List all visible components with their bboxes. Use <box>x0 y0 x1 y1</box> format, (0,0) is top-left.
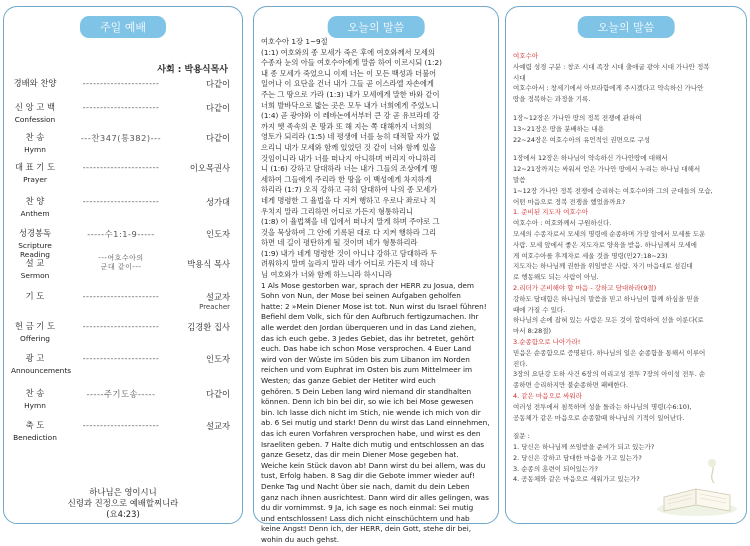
order-item-en: Anthem <box>20 209 50 218</box>
worship-order-panel <box>3 6 243 524</box>
order-row <box>4 193 242 217</box>
order-item-name <box>11 101 59 124</box>
sermon-heading: 1. 준비된 지도자 여호수아 <box>513 208 589 217</box>
scripture-panel <box>253 6 499 544</box>
order-item-person <box>206 132 230 144</box>
sermon-line: 4. 공동체와 같은 마음으로 세워가고 있는가? <box>513 475 640 484</box>
sermon-line: 사람. 모세 앞에서 좋은 지도자로 양육을 받음. 하나님께서 모세에 <box>513 240 697 249</box>
order-row <box>4 350 242 374</box>
order-row <box>4 417 242 441</box>
order-item-person <box>199 291 230 311</box>
order-item-detail: ---찬347(통382)--- <box>80 133 162 143</box>
order-item-en: Hymn <box>24 401 46 410</box>
order-item-ko: 광 고 <box>25 353 45 363</box>
sermon-line: 하나님의 손에 잡혀 있는 사람은 모든 것이 합력하여 선을 이룬다(로 <box>513 316 704 325</box>
sermon-line: 사예렴 성경 구분 : 창조 시대 족장 시대 출애굽 광야 시대 가나안 정복 <box>513 62 710 71</box>
order-item-person-name: 다같이 <box>205 103 230 113</box>
order-item-person <box>190 162 230 174</box>
sermon-line: 말씀 <box>513 175 526 184</box>
order-row <box>4 385 242 409</box>
order-item-person <box>206 102 230 114</box>
order-item-person <box>187 321 230 333</box>
order-item-person <box>206 78 230 90</box>
sermon-heading: 여호수아 <box>513 52 539 60</box>
order-item-detail: -----수1:1-9----- <box>87 229 155 239</box>
scripture-text <box>261 37 494 546</box>
sermon-heading: 3.순종함으로 나아가라! <box>513 337 581 346</box>
scripture-korean: (1:1) 여호와의 종 모세가 죽은 후에 여호와께서 모세의 수종자 눈의 아들 여호수아에게 말씀 하여 이르시되 (1:2) 내 종 모세가 죽었으니 이제 너는 이 모든 백성과 더불어 일어나 이 요단을 건너 내가 그들 곧 이스라엘 자손에게 주는 그 땅으로 가라 (1:3) 내가 모세에게 말한 바와 같이 너희 발바닥으로 밟는 곳은 모두 내가 너희에게 주었노니 (1:4) 곧 광야와 이 레바논에서부터 큰 강 곧 유브라데 강 까지 헷 족속의 온 땅과 또 해 지는 쪽 대해까지 너희의 영토가 되리라 (1:5) 네 평생에 너를 능히 대적할 자가 없 으리니 내가 모세와 함께 있었던 것 같이 너와 함께 있을 것임이니라 내가 너를 떠나지 아니하며 버리지 아니하리 니 (1:6) 강하고 담대하라 너는 내가 그들의 조상에게 맹 세하여 그들에게 주리라 한 땅을 이 백성에게 차지하게 하리라 (1:7) 오직 강하고 극히 담대하여 나의 종 모세가 네게 명령한 그 율법을 다 지켜 행하고 우로나 좌로나 치 우치지 말라 그리하면 어디로 가든지 형통하리니 (1:8) 이 율법책을 네 입에서 떠나지 말게 하며 주야로 그 것을 묵상하여 그 안에 기록된 대로 다 지켜 행하라 그리 하면 네 길이 평탄하게 될 것이며 네가 형통하리라 (1:9) 내가 네게 명령한 것이 아니냐 강하고 담대하라 두 려워하지 말며 놀라지 말라 네가 어디로 가든지 네 하나 님 여호와가 너와 함께 하느니라 하시니라 <box>261 47 442 280</box>
sermon-line: 종하면 승리하지만 불순종하면 패배한다. <box>513 381 629 390</box>
order-item-person-name: 다같이 <box>205 133 230 143</box>
order-item-person-name: 설교자 <box>205 421 230 431</box>
order-item-person-name: 인도자 <box>205 354 230 364</box>
order-item-person <box>206 228 230 240</box>
order-row <box>4 159 242 183</box>
footer-verse-line1: 하나님은 영이시니 <box>89 487 157 497</box>
sermon-line: 여러성 전투에서 침묵하며 성을 돌라는 하나님의 명령(수6:10), <box>513 402 692 411</box>
sermon-line: 공동체가 같은 마음으로 순종할때 하나님의 기적이 일어난다. <box>513 413 685 422</box>
sermon-line: 1장에서 12장은 하나님이 약속하신 가나안땅에 대해서 <box>513 154 668 163</box>
order-row <box>4 99 242 123</box>
order-item-person-name: 인도자 <box>205 229 230 239</box>
order-item-ko: 기 도 <box>25 291 45 301</box>
order-row <box>4 288 242 312</box>
order-item-person <box>206 420 230 432</box>
order-item-detail: ---------------------- <box>82 196 160 206</box>
order-item-ko: 찬 송 <box>25 388 45 398</box>
order-item-en: Announcements <box>11 366 72 375</box>
order-item-detail: ---------------------- <box>82 420 160 430</box>
open-bible-illustration <box>654 453 740 519</box>
order-item-person-name: 이오목권사 <box>189 163 230 173</box>
sermon-line: 로 행동해도 되는 사람이 아님. <box>513 273 599 282</box>
order-item-ko: 찬 양 <box>25 196 45 206</box>
order-item-person <box>206 353 230 365</box>
sermon-spacer <box>513 105 740 113</box>
order-item-person-name: 김경환 집사 <box>187 322 230 332</box>
order-item-ko: 신 앙 고 백 <box>15 102 55 112</box>
order-item-ko: 설 교 <box>25 258 45 268</box>
order-item-name <box>11 387 59 410</box>
order-item-detail: -----주기도송----- <box>86 389 156 399</box>
footer-verse <box>4 487 242 520</box>
order-item-detail: ---------------------- <box>82 162 160 172</box>
order-item-detail: ---------------------- <box>82 78 160 88</box>
order-item-person-name: 다같이 <box>205 389 230 399</box>
order-item-name <box>11 352 72 375</box>
sermon-line: 모세의 수종자로서 모세의 명령에 순종하며 가장 앞에서 모세를 도운 <box>513 229 706 238</box>
sermon-line: 시대 <box>513 73 526 82</box>
order-item-ko: 대 표 기 도 <box>15 162 55 172</box>
sermon-line: 질문 : <box>513 432 530 441</box>
scripture-title: 오늘의 말씀 <box>328 16 425 38</box>
order-item-name <box>11 320 59 343</box>
scripture-german: 1 Als Mose gestorben war, sprach der HERR zu Josua, dem Sohn von Nun, der Mose bei seinen Aufgaben geholfen hatte: 2 »Mein Diener Mose ist tot. Nun wirst du Israel führen! Befiehl dem Volk, sich für den Aufbruch fertigzumachen. Ihr alle werdet den Jordan überqueren und in das Land ziehen, das ich euch gebe. 3 Jedes Gebiet, das ihr betretet, gehört euch. Das habe ich schon Mose versprochen. 4 Euer Land wird von der Wüste im Süden bis zum Libanon im Norden reichen und vom Euphrat im Osten bis zum Mittelmeer im Westen; das ganze Gebiet der Hetiter wird euch gehören. 5 Dein Leben lang wird niemand dir standhalten können. Denn ich bin bei dir, so wie ich bei Mose gewesen bin. Ich lasse dich nicht im Stich, nie wende ich mich von dir ab. 6 Sei mutig und stark! Denn du wirst das Land einnehmen, das ich euren Vorfahren versprochen habe, und wirst es den Israeliten geben. 7 Halte dich mutig und entschlossen an das ganze Gesetz, das dir mein Diener Mose gegeben hat. Weiche kein Stück davon ab! Dann wirst du bei allem, was du tust, Erfolg haben. 8 Sag dir die Gebote immer wieder auf! Denke Tag und Nacht über sie nach, damit du dein Leben ganz nach ihnen ausrichtest. Dann wird dir alles gelingen, was du dir vornimmst. 9 Ja, ich sage es noch einmal: Sei mutig und entschlossen! Lass dich nicht einschüchtern und hab keine Angst! Denn ich, der HERR, dein Gott, stehe dir bei, wohin du auch gehst. <box>261 280 490 544</box>
order-item-person-name: 성가대 <box>205 197 230 207</box>
sermon-line: 땅을 정복하는 과정을 기록. <box>513 95 591 104</box>
sermon-line: 어떤 마음으로 정복 전쟁을 했었을까요? <box>513 197 626 206</box>
order-row <box>4 129 242 153</box>
order-item-en: Sermon <box>20 271 50 280</box>
order-item-en: Prayer <box>23 175 47 184</box>
order-item-ko: 성경봉독 <box>18 228 52 238</box>
order-row <box>4 75 242 99</box>
sermon-line: 12~21장까지는 싸워서 얻은 가나안 땅에서 누리는 하나님 대해서 <box>513 165 701 174</box>
sermon-line: 1장~12장은 가나안 땅의 정복 전쟁에 관하여 <box>513 113 642 122</box>
order-row <box>4 255 242 279</box>
sermon-line: 3장의 요단강 도하 사건 6장의 여리고성 전투 7장의 아이성 전투. 순 <box>513 370 706 379</box>
order-item-person-name: 다같이 <box>205 79 230 89</box>
order-item-name <box>11 77 59 91</box>
sermon-line: 1~12장 가나안 정복 전쟁에 승리하는 여호수아와 그의 군대들의 모습, <box>513 186 713 195</box>
order-item-name <box>11 419 59 442</box>
sermon-title: 오늘의 말씀 <box>578 16 675 38</box>
order-item-detail: ---여호수아의 군대 같이--- <box>98 254 144 271</box>
sermon-line: 지도자는 하나님께 권한을 위임받은 사람. 자기 마음대로 섬김대 <box>513 262 693 271</box>
order-item-person-name: 박용식 목사 <box>187 259 230 269</box>
order-item-name <box>11 290 59 304</box>
footer-verse-line2: 신령과 진정으로 예배할찌니라 <box>67 498 179 508</box>
order-row <box>4 225 242 259</box>
sermon-line: 여호수아서 : 창세기에서 아브라함에게 주시겠다고 약속하신 가나안 <box>513 84 704 93</box>
order-item-person <box>187 258 230 270</box>
sermon-heading: 2.리더가 곤비해야 할 마음 - 강하고 담대하라(9절) <box>513 283 657 292</box>
service-leader: 사회 : 박용식목사 <box>157 65 228 75</box>
order-item-en: Offering <box>20 334 50 343</box>
order-item-detail: ---------------------- <box>82 102 160 112</box>
sermon-line: 게 여호수아를 후계자로 세울 것을 명령(민27:18~23) <box>513 251 668 260</box>
order-item-en: Confession <box>14 115 56 124</box>
order-item-ko: 헌 금 기 도 <box>15 321 55 331</box>
sermon-line: 때에 가질 수 있다. <box>513 305 566 314</box>
order-item-ko: 축 도 <box>25 420 45 430</box>
sermon-line: 13~21장은 땅을 분배하는 내용 <box>513 124 604 133</box>
order-item-person-name: 설교자 <box>205 292 230 302</box>
order-item-detail: ---------------------- <box>82 321 160 331</box>
sermon-line: 진다. <box>513 359 528 368</box>
order-item-detail: ---------------------- <box>82 291 160 301</box>
footer-verse-ref: (요4:23) <box>106 509 140 519</box>
scripture-ref: 여호수아 1장 1~9절 <box>261 37 328 46</box>
sermon-line: 2. 당신은 강하고 담대한 마음을 가고 있는가? <box>513 453 642 462</box>
sermon-heading: 4. 같은 마음으로 싸워라 <box>513 391 582 400</box>
order-item-detail: ---------------------- <box>82 353 160 363</box>
sermon-line: 22~24장은 여호수아의 유언적인 권면으로 구성 <box>513 135 650 144</box>
order-item-name <box>11 195 59 218</box>
order-item-person-sub: Preacher <box>199 303 230 311</box>
sermon-line: 3. 순종의 훈련이 되어있는가? <box>513 464 598 473</box>
order-item-name <box>11 161 59 184</box>
order-item-en: Hymn <box>24 145 46 154</box>
order-item-ko: 경배와 찬양 <box>13 78 57 88</box>
sermon-spacer <box>513 423 740 431</box>
order-item-en: Benediction <box>13 433 57 442</box>
order-item-person <box>206 388 230 400</box>
sermon-notes-panel <box>505 6 747 524</box>
order-item-person <box>206 196 230 208</box>
sermon-spacer <box>513 145 740 153</box>
order-item-name <box>11 131 59 154</box>
order-item-ko: 찬 송 <box>25 132 45 142</box>
order-item-name <box>11 257 59 280</box>
order-item-en: Scripture Reading <box>18 241 52 259</box>
worship-title: 주일 예배 <box>80 16 166 38</box>
order-row <box>4 318 242 342</box>
sermon-line: 여호수아 : 여호와께서 구원하신다. <box>513 219 612 228</box>
sermon-line: 마서 8:28절) <box>513 327 552 336</box>
sermon-line: 믿음은 순종함으로 증명된다. 하나님의 일은 순종함을 통해서 이루어 <box>513 348 706 357</box>
sermon-line: 강하도 담대함은 하나님의 말씀을 믿고 하나님이 함께 하심을 믿을 <box>513 294 700 303</box>
sermon-notes <box>513 51 740 485</box>
sermon-line: 1. 당신은 하나님께 쓰임받을 준비가 되고 있는가? <box>513 443 655 452</box>
